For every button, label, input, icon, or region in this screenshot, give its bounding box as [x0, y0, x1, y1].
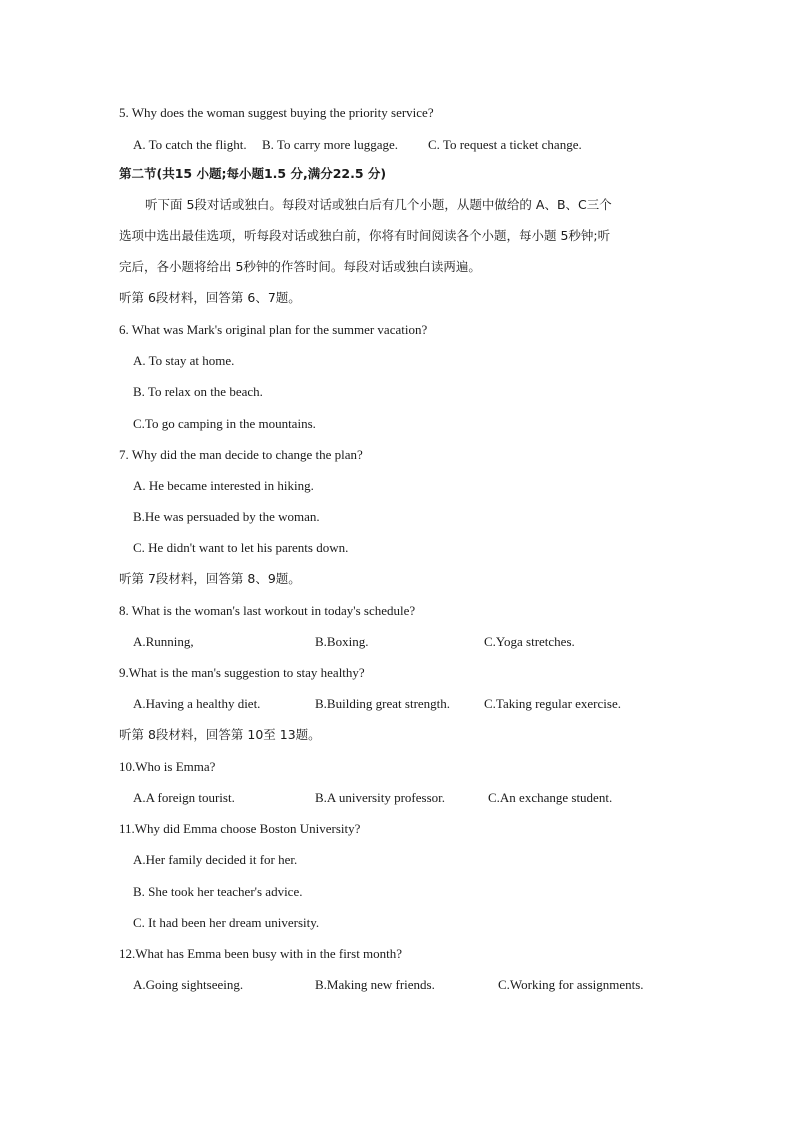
- part-8-label: 听第 8段材料，回答第 10至 13题。: [119, 727, 321, 742]
- question-9-option-b: B.Building great strength.: [315, 696, 451, 711]
- question-5-option-a: A. To catch the flight.: [133, 137, 247, 152]
- section-2-instruction-3: 完后，各小题将给出 5秒钟的作答时间。每段对话或独白读两遍。: [119, 259, 481, 274]
- question-7: 7. Why did the man decide to change the plan?: [119, 447, 363, 462]
- question-9-option-a: A.Having a healthy diet.: [133, 696, 261, 711]
- question-9-option-c: C.Taking regular exercise.: [484, 696, 621, 711]
- question-8: 8. What is the woman's last workout in today's schedule?: [119, 603, 416, 618]
- question-5: 5. Why does the woman suggest buying the priority service?: [119, 105, 434, 120]
- section-2-heading: 第二节(共15 小题;每小题1.5 分,满分22.5 分): [119, 166, 387, 181]
- question-10-option-c: C.An exchange student.: [488, 790, 613, 805]
- question-6-option-a: A. To stay at home.: [133, 353, 235, 368]
- question-12-option-b: B.Making new friends.: [315, 977, 435, 992]
- question-8-option-c: C.Yoga stretches.: [484, 634, 575, 649]
- question-10: 10.Who is Emma?: [119, 759, 216, 774]
- question-12-option-c: C.Working for assignments.: [498, 977, 644, 992]
- question-7-option-c: C. He didn't want to let his parents down.: [133, 540, 349, 555]
- question-11-option-b: B. She took her teacher's advice.: [133, 884, 303, 899]
- question-10-option-a: A.A foreign tourist.: [133, 790, 235, 805]
- section-2-instruction-1: 听下面 5段对话或独白。每段对话或独白后有几个小题，从题中做给的 A、B、C三个: [145, 197, 612, 212]
- question-5-option-b: B. To carry more luggage.: [262, 137, 399, 152]
- question-8-option-b: B.Boxing.: [315, 634, 369, 649]
- question-10-option-b: B.A university professor.: [315, 790, 445, 805]
- question-12-option-a: A.Going sightseeing.: [133, 977, 244, 992]
- question-11-option-a: A.Her family decided it for her.: [133, 852, 298, 867]
- question-12: 12.What has Emma been busy with in the first month?: [119, 946, 403, 961]
- question-11: 11.Why did Emma choose Boston University?: [119, 821, 361, 836]
- question-5-option-c: C. To request a ticket change.: [428, 137, 582, 152]
- question-9: 9.What is the man's suggestion to stay healthy?: [119, 665, 365, 680]
- question-6: 6. What was Mark's original plan for the summer vacation?: [119, 322, 428, 337]
- question-6-option-b: B. To relax on the beach.: [133, 384, 263, 399]
- part-6-label: 听第 6段材料，回答第 6、7题。: [119, 290, 301, 305]
- question-11-option-c: C. It had been her dream university.: [133, 915, 320, 930]
- question-8-option-a: A.Running,: [133, 634, 194, 649]
- question-7-option-a: A. He became interested in hiking.: [133, 478, 314, 493]
- question-6-option-c: C.To go camping in the mountains.: [133, 416, 316, 431]
- part-7-label: 听第 7段材料，回答第 8、9题。: [119, 571, 301, 586]
- question-7-option-b: B.He was persuaded by the woman.: [133, 509, 320, 524]
- section-2-instruction-2: 选项中选出最佳选项，听每段对话或独白前，你将有时间阅读各个小题，每小题 5秒钟;听: [119, 228, 611, 243]
